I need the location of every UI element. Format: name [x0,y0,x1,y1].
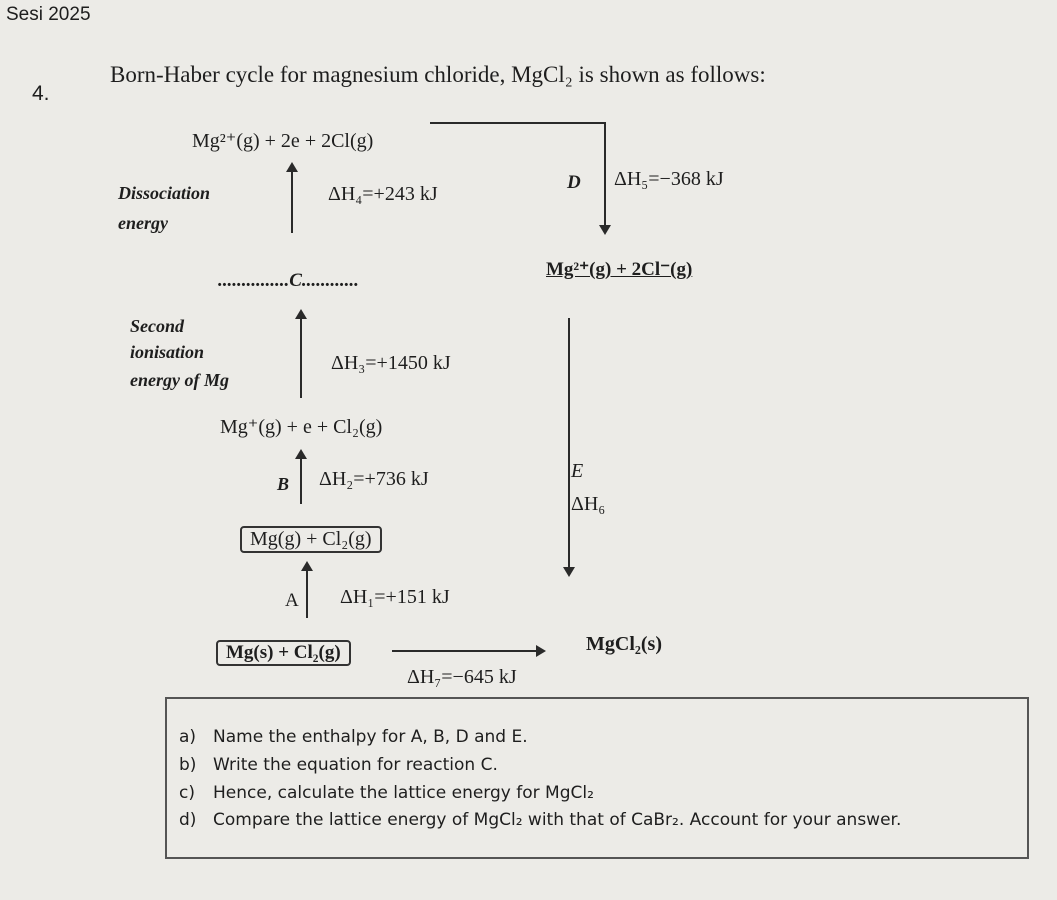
dissociation-label-2: energy [118,213,168,233]
enthalpy-h1: ΔH₁=+151 kJ [340,586,450,608]
question-a-text: Name the enthalpy for A, B, D and E. [213,727,528,747]
question-c-text: Hence, calculate the lattice energy for MgCl₂ [213,783,594,803]
letter-d: D [567,172,581,193]
question-number: 4. [32,82,50,105]
arrow-h4 [291,171,293,233]
second-label-3: energy of Mg [130,370,229,390]
level-mg-plus: Mg⁺(g) + e + Cl₂(g) [220,416,383,438]
arrow-d [604,122,606,226]
session-label: Sesi 2025 [6,4,91,25]
enthalpy-h4: ΔH₄=+243 kJ [328,183,438,205]
arrow-h2 [300,458,302,504]
level-mg-solid: Mg(s) + Cl₂(g) [216,640,351,666]
question-b-text: Write the equation for reaction C. [213,755,498,775]
enthalpy-h5: ΔH₅=−368 kJ [614,168,724,190]
dissociation-label-1: Dissociation [118,183,211,203]
letter-e: E [571,460,584,482]
question-c-label: c) [179,783,195,803]
second-label-1: Second [130,316,184,336]
arrow-h7 [392,650,536,652]
question-b-label: b) [179,755,197,775]
level-mg-gas: Mg(g) + Cl₂(g) [240,526,382,553]
second-label-2: ionisation [130,342,205,362]
enthalpy-h3: ΔH₃=+1450 kJ [331,352,451,374]
top-connector-line [430,122,606,124]
question-d-label: d) [179,810,197,830]
enthalpy-h2: ΔH₂=+736 kJ [319,468,429,490]
question-d-text: Compare the lattice energy of MgCl₂ with that of CaBr₂. Account for your answer. [213,810,902,830]
question-a [179,727,528,747]
question-b [179,755,498,775]
arrow-h3 [300,318,302,398]
arrow-h1 [306,570,308,618]
level-c-blank: ...............C............ [218,270,359,291]
level-top: Mg²⁺(g) + 2e + 2Cl(g) [192,130,374,152]
enthalpy-h7: ΔH₇=−645 kJ [407,666,517,688]
questions-box [165,697,1029,859]
arrow-e [568,318,570,568]
question-stem: Born-Haber cycle for magnesium chloride, MgCl₂ is shown as follows: [110,62,766,87]
question-a-label: a) [179,727,197,747]
enthalpy-h6: ΔH₆ [571,493,606,515]
level-product: MgCl₂(s) [586,633,662,655]
question-d [179,810,901,830]
letter-a: A [285,590,299,611]
question-c [179,783,594,803]
level-ions: Mg²⁺(g) + 2Cl⁻(g) [546,259,693,280]
letter-b: B [277,474,290,494]
